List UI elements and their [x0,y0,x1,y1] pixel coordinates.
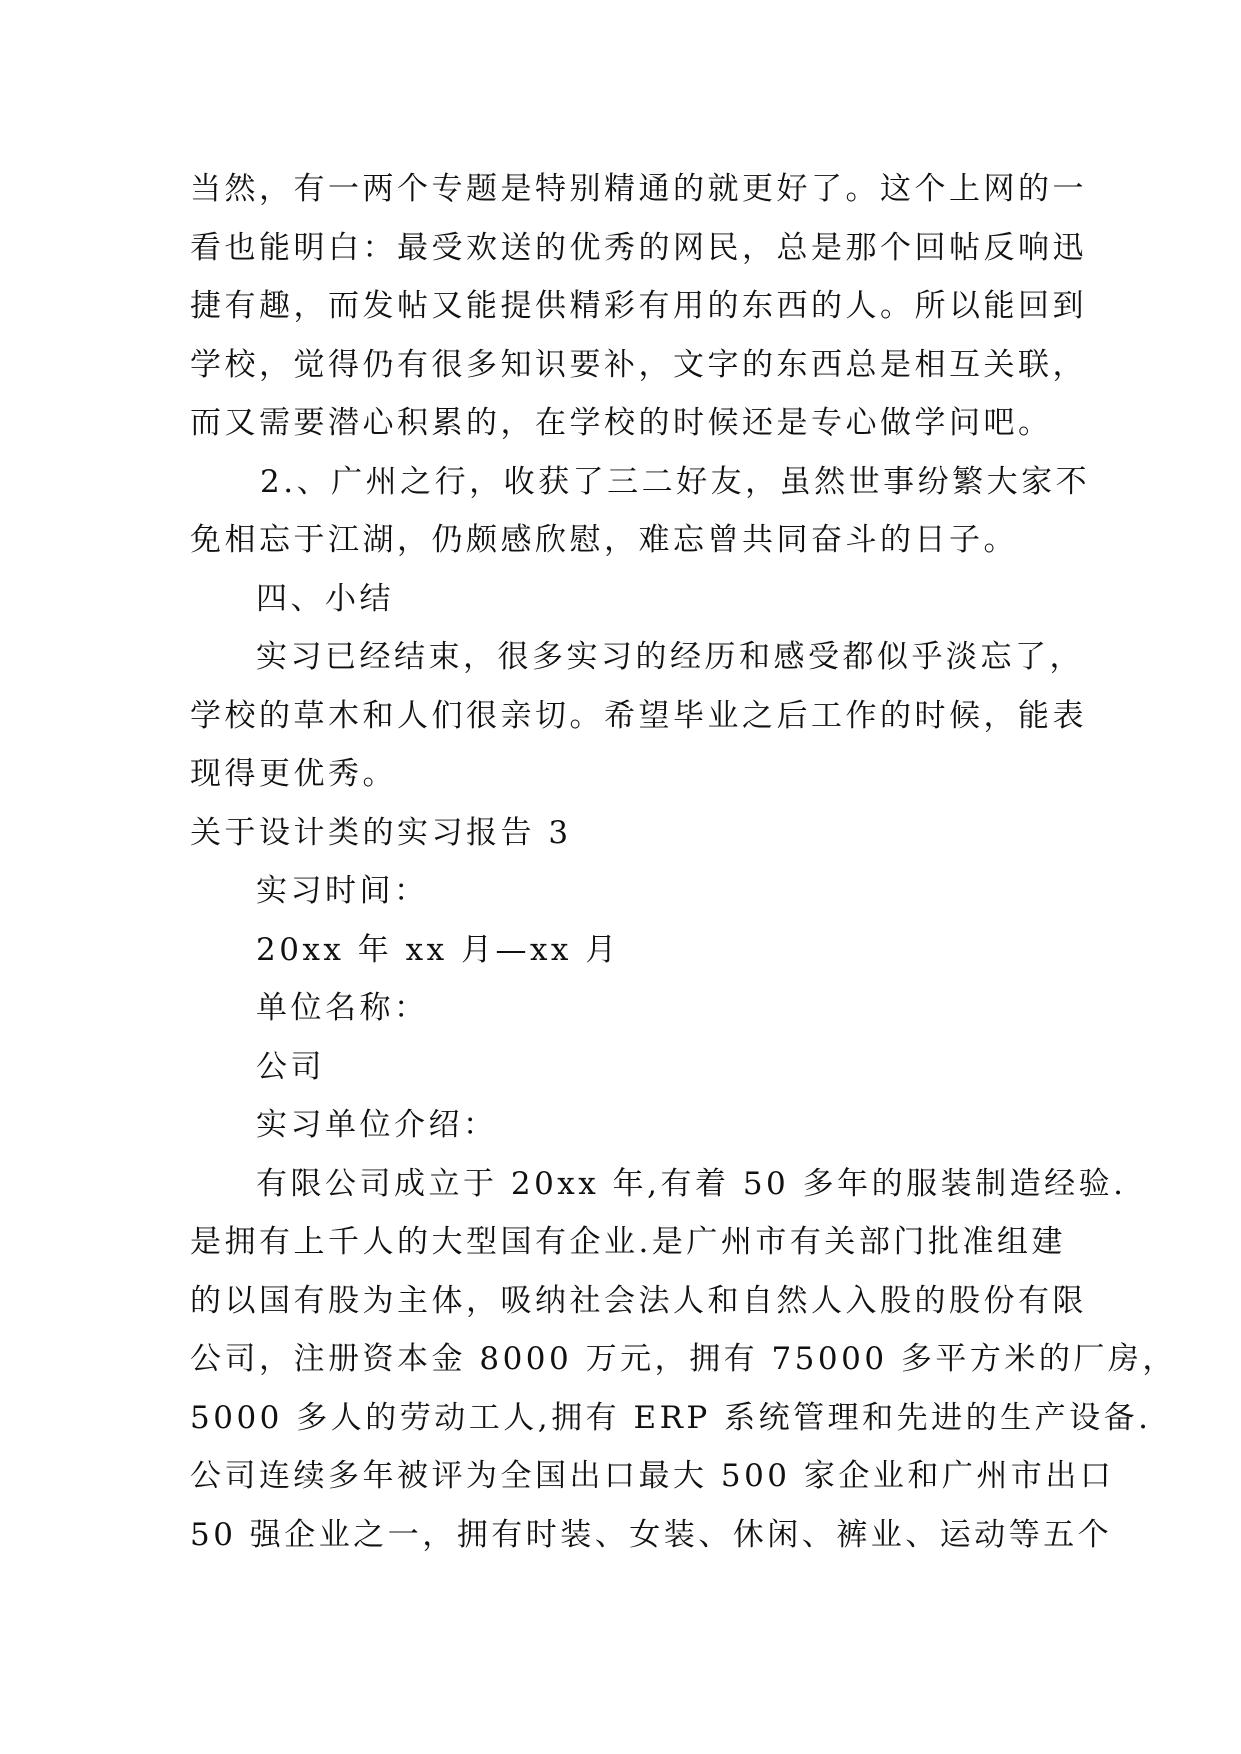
field-label: 实习时间： [256,873,429,909]
paragraph-line: 学校的草木和人们很亲切。希望毕业之后工作的时候，能表 [190,697,1087,734]
paragraph-line: 2.、广州之行，收获了三二好友，虽然世事纷繁大家不 [260,463,1091,500]
field-label: 单位名称： [256,990,429,1026]
paragraph-line: 现得更优秀。 [190,756,397,792]
field-value: 公司 [256,1048,325,1085]
field-value: 20xx 年 xx 月—xx 月 [256,931,620,968]
paragraph-line: 5000 多人的劳动工人,拥有 ERP 系统管理和先进的生产设备. [190,1399,1152,1436]
paragraph-line: 而又需要潜心积累的，在学校的时候还是专心做学问吧。 [190,405,1053,441]
paragraph-line: 捷有趣，而发帖又能提供精彩有用的东西的人。所以能回到 [190,288,1087,324]
paragraph-line: 学校，觉得仍有很多知识要补，文字的东西总是相互关联， [190,346,1087,383]
paragraph-line: 免相忘于江湖，仍颇感欣慰，难忘曾共同奋斗的日子。 [190,522,1018,558]
paragraph-line: 公司连续多年被评为全国出口最大 500 家企业和广州市出口 [190,1458,1115,1494]
section-heading: 四、小结 [256,580,394,617]
paragraph-line: 有限公司成立于 20xx 年,有着 50 多年的服装制造经验. [256,1165,1127,1202]
paragraph-line: 当然，有一两个专题是特别精通的就更好了。这个上网的一 [190,171,1087,207]
document-body [190,160,1177,1564]
field-label: 实习单位介绍： [256,1107,498,1143]
paragraph-line: 的以国有股为主体，吸纳社会法人和自然人入股的股份有限 [190,1282,1087,1319]
paragraph-line: 50 强企业之一，拥有时装、女装、休闲、裤业、运动等五个 [190,1516,1113,1553]
paragraph-line: 是拥有上千人的大型国有企业.是广州市有关部门批准组建 [190,1224,1066,1260]
paragraph-line: 看也能明白：最受欢送的优秀的网民，总是那个回帖反响迅 [190,229,1087,266]
paragraph-line: 公司，注册资本金 8000 万元，拥有 75000 多平方米的厂房， [190,1341,1177,1377]
report-title: 关于设计类的实习报告 3 [190,814,572,851]
paragraph-line: 实习已经结束，很多实习的经历和感受都似乎淡忘了， [256,639,1084,675]
